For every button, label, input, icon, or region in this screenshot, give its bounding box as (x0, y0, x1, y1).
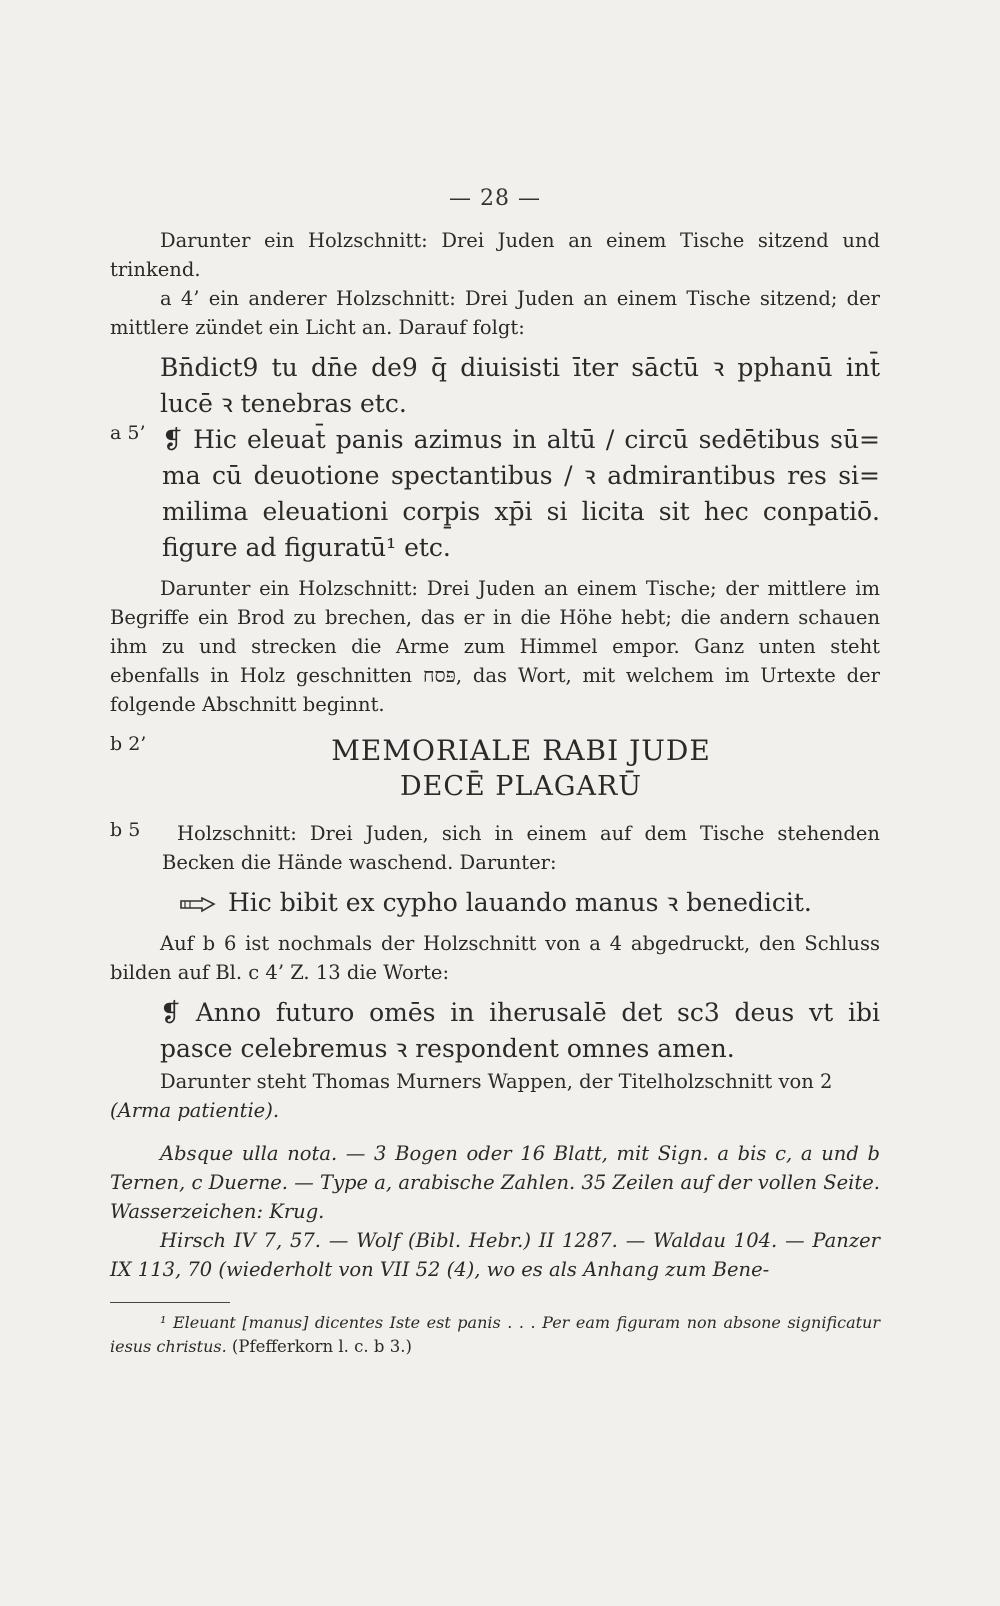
paragraph-wappen (110, 1067, 880, 1125)
heading-plagarum: DECĒ PLAGARŪ (399, 771, 643, 802)
heading-memoriale: MEMORIALE RABI JUDE (331, 734, 711, 767)
latin-bibit: Hic bibit ex cypho lauando manus ꝛ benedicit. (228, 888, 812, 917)
signature-b5: b 5 (110, 819, 141, 841)
footnote-source: (Pfefferkorn l. c. b 3.) (231, 1337, 412, 1356)
footnote-1 (110, 1311, 880, 1359)
paragraph-wappen-text: Darunter steht Thomas Murners Wappen, der Titelholzschnitt von 2 (160, 1070, 833, 1093)
page-number: — 28 — (449, 186, 541, 211)
paragraph-woodcut-4: Holzschnitt: Drei Juden, sich in einem auf dem Tische stehenden Becken die Hände waschend. Darunter: (162, 822, 880, 874)
bibliography-note: Hirsch IV 7, 57. — Wolf (Bibl. Hebr.) II 1287. — Waldau 104. — Panzer IX 113, 70 (wiederholt von VII 52 (4), wo es als Anhang zum Bene- (110, 1229, 880, 1281)
arma-patientie: (Arma patientie). (110, 1099, 280, 1122)
paragraph-woodcut-3: Darunter ein Holzschnitt: Drei Juden an einem Tische; der mittlere im Begriffe ein Brod zu brechen, das er in die Höhe hebt; die andern schauen ihm zu und strecken die Arme zum Himmel empor. Ganz unten steht ebenfalls in Holz geschnitten פּסח, das Wort, mit welchem im Urtexte der folgende Abschnitt beginnt. (110, 577, 880, 716)
a5-section (110, 422, 880, 566)
b2-section (110, 733, 880, 805)
signature-b2: b 2’ (110, 733, 147, 755)
latin-elevation: ❡ Hic eleuat̄ panis azimus in altū / circū sedētibus sū= ma cū deuotione spectantibus / ꝛ admirantibus res si= milima eleuationi corp̱is xp̄i si licita sit hec conpatiō. figure ad figuratū¹ etc. (162, 425, 880, 562)
latin-bibit-line (110, 885, 880, 921)
page-body (110, 180, 880, 1359)
footnote-rule (110, 1302, 230, 1303)
latin-anno-futuro: ❡ Anno futuro omēs in iherusalē det sc3 deus vt ibi pasce celebremus ꝛ respondent omnes amen. (160, 998, 880, 1063)
collation-note: Absque ulla nota. — 3 Bogen oder 16 Blatt, mit Sign. a bis c, a und b Ternen, c Duerne. — Type a, arabische Zahlen. 35 Zeilen auf der vollen Seite. Wasserzeichen: Krug. (110, 1142, 880, 1223)
b5-section (110, 819, 880, 877)
signature-a5: a 5’ (110, 422, 146, 444)
footnote-quote: ¹ Eleuant [manus] dicentes Iste est panis . . . Per eam figuram non absone significatur iesus christus. (110, 1313, 880, 1356)
paragraph-schluss: Auf b 6 ist nochmals der Holzschnitt von a 4 abgedruckt, den Schluss bilden auf Bl. c 4’ Z. 13 die Worte: (110, 932, 880, 984)
latin-blessing: Bn̄dict9 tu dn̄e de9 q̄ diuisisti īter sāctū ꝛ pphanū int̄ lucē ꝛ tenebras etc. (160, 353, 880, 418)
pointing-hand-icon (180, 897, 216, 913)
paragraph-woodcut-2: a 4’ ein anderer Holzschnitt: Drei Juden an einem Tische sitzend; der mittlere zündet ein Licht an. Darauf folgt: (110, 287, 880, 339)
paragraph-woodcut-1: Darunter ein Holzschnitt: Drei Juden an einem Tische sitzend und trinkend. (110, 229, 880, 281)
